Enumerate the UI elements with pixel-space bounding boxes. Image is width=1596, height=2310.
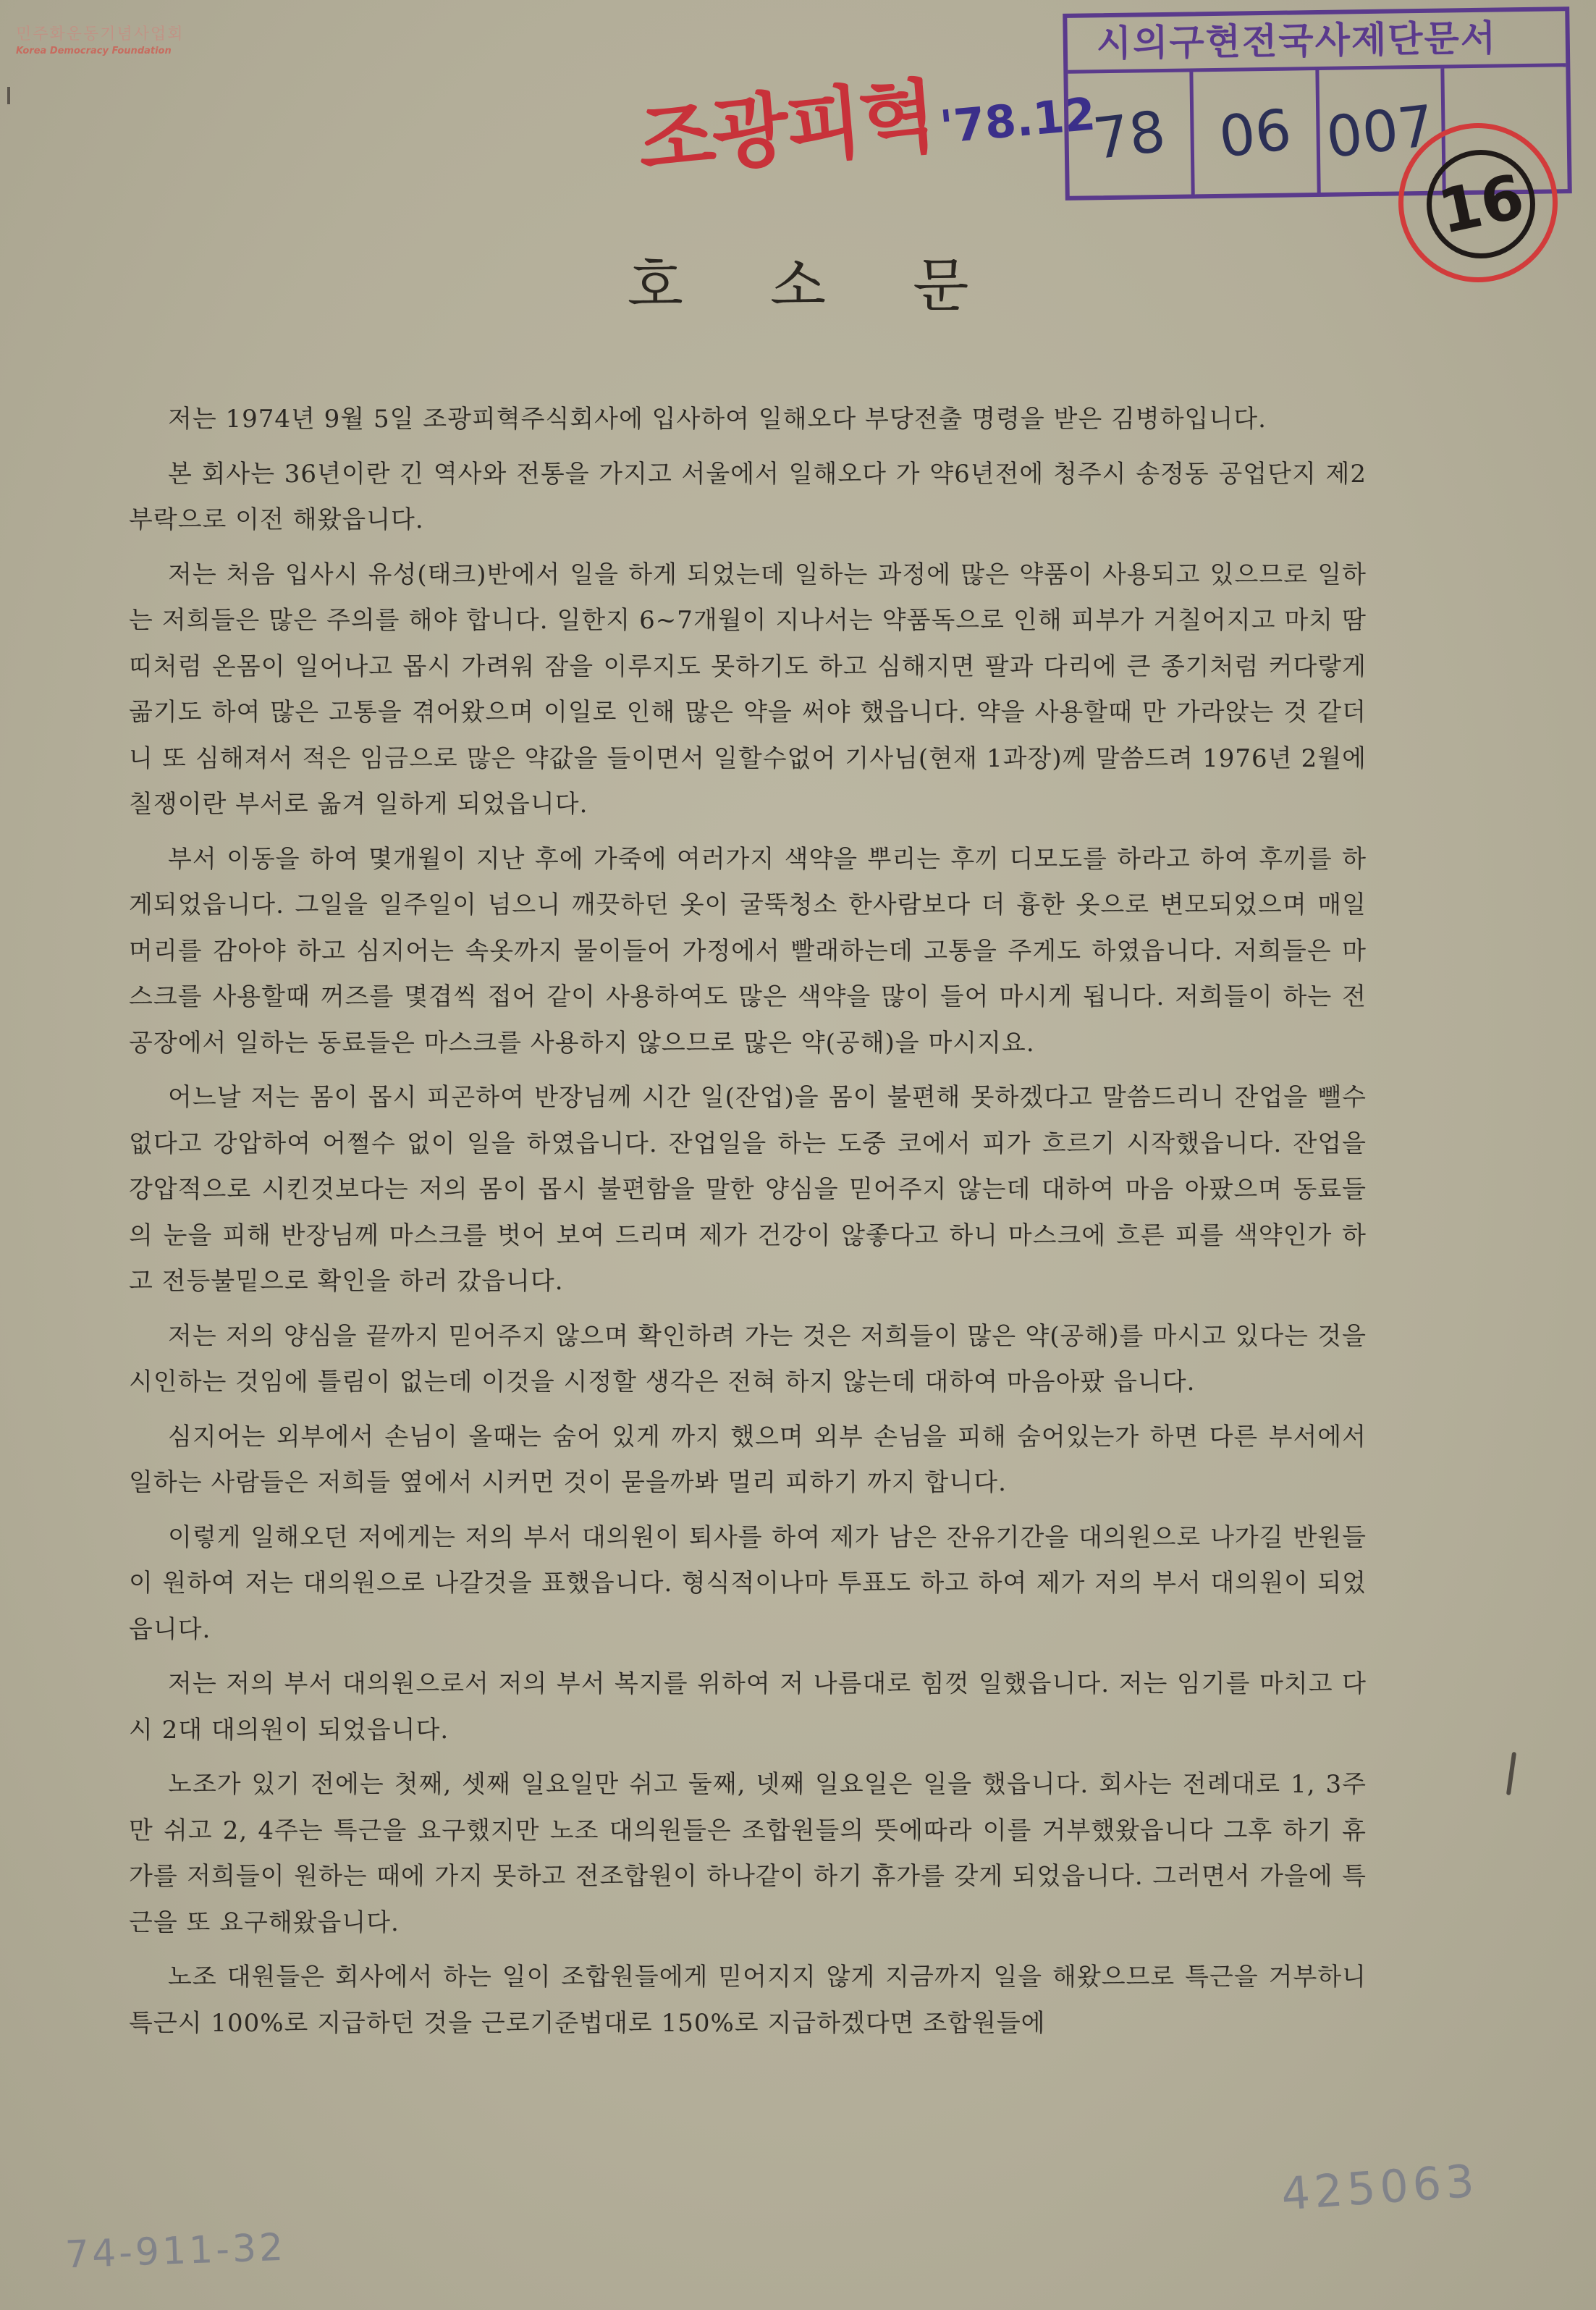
document-title: 호소문 xyxy=(627,252,1056,319)
paragraph: 심지어는 외부에서 손님이 올때는 숨어 있게 까지 했으며 외부 손님을 피해 숨어있는가 하면 다른 부서에서 일하는 사람들은 저희들 옆에서 시커먼 것이 묻을까봐 멀리 피하기 까지 합니다. xyxy=(129,1422,1367,1497)
paragraph: 본 회사는 36년이란 긴 역사와 전통을 가지고 서울에서 일해오다 가 약6년전에 청주시 송정동 공업단지 제2부락으로 이전 해왔읍니다. xyxy=(129,459,1367,534)
handwritten-company-name: 조광피혁 xyxy=(634,69,938,188)
archive-watermark xyxy=(16,22,233,56)
stamp-cell-year: 78 xyxy=(1068,72,1195,199)
watermark-korean: 민주화운동기념사업회 xyxy=(16,25,185,43)
paragraph: 저는 저의 부서 대의원으로서 저의 부서 복지를 위하여 저 나름대로 힘껏 일했읍니다. 저는 임기를 마치고 다시 2대 대의원이 되었읍니다. xyxy=(129,1669,1367,1745)
archive-code-right: 425063 xyxy=(1279,2154,1480,2221)
stamp-cell-number: 007 xyxy=(1319,69,1446,196)
paragraph: 어느날 저는 몸이 몹시 피곤하여 반장님께 시간 일(잔업)을 몸이 불편해 못하겠다고 말씀드리니 잔업을 뺄수 없다고 강압하여 어쩔수 없이 일을 하였읍니다. 잔업일을 하는 도중 코에서 피가 흐르기 시작했읍니다. 잔업을 강압적으로 시킨것보다는 저의 몸이 몹시 불편함을 말한 양심을 믿어주지 않는데 대하여 마음 아팠으며 동료들의 눈을 피해 반장님께 마스크를 벗어 보여 드리며 제가 건강이 않좋다고 하니 마스크에 흐른 피를 색약인가 하고 전등불밑으로 확인을 하러 갔읍니다. xyxy=(129,1083,1367,1296)
margin-pen-mark xyxy=(1506,1752,1516,1795)
document-body xyxy=(129,397,1367,2055)
handwritten-date: '78.12 xyxy=(937,87,1098,153)
paragraph: 저는 저의 양심을 끝까지 믿어주지 않으며 확인하려 가는 것은 저희들이 많은 약(공해)를 마시고 있다는 것을 시인하는 것임에 틀림이 없는데 이것을 시정할 생각은 전혀 하지 않는데 대하여 마음아팠 읍니다. xyxy=(129,1321,1367,1396)
stamp-header: 시의구현전국사제단문서 xyxy=(1067,11,1566,74)
stamp-cell-month: 06 xyxy=(1194,70,1321,198)
paragraph: 부서 이동을 하여 몇개월이 지난 후에 가죽에 여러가지 색약을 뿌리는 후끼 디모도를 하라고 하여 후끼를 하게되었읍니다. 그일을 일주일이 넘으니 깨끗하던 옷이 굴뚝청소 한사람보다 더 흉한 옷으로 변모되었으며 매일 머리를 감아야 하고 심지어는 속옷까지 물이들어 가정에서 빨래하는데 고통을 주게도 하였읍니다. 저희들은 마스크를 사용할때 꺼즈를 몇겹씩 접어 같이 사용하여도 많은 색약을 많이 들어 마시게 됩니다. 저희들이 하는 전 공장에서 일하는 동료들은 마스크를 사용하지 않으므로 많은 약(공해)을 마시지요. xyxy=(129,844,1367,1058)
archive-code-left: 74-911-32 xyxy=(64,2225,287,2277)
watermark-english: Korea Democracy Foundation xyxy=(16,46,172,56)
paragraph: 노조가 있기 전에는 첫째, 셋째 일요일만 쉬고 둘째, 넷째 일요일은 일을 했읍니다. 회사는 전례대로 1, 3주만 쉬고 2, 4주는 특근을 요구했지만 노조 대의원들은 조합원들의 뜻에따라 이를 거부했왔읍니다 그후 하기 휴가를 저희들이 원하는 때에 가지 못하고 전조합원이 하나같이 하기 휴가를 갖게 되었읍니다. 그러면서 가을에 특근을 또 요구해왔읍니다. xyxy=(129,1770,1367,1937)
handwritten-company-title xyxy=(633,38,1099,192)
paragraph: 저는 처음 입사시 유성(태크)반에서 일을 하게 되었는데 일하는 과정에 많은 약품이 사용되고 있으므로 일하는 저희들은 많은 주의를 해야 합니다. 일한지 6~7개월이 지나서는 약품독으로 인해 피부가 거칠어지고 마치 땀띠처럼 온몸이 일어나고 몹시 가려워 잠을 이루지도 못하기도 하고 심해지면 팔과 다리에 큰 종기처럼 커다랗게 곪기도 하여 많은 고통을 겪어왔으며 이일로 인해 많은 약을 써야 했읍니다. 약을 사용할때 만 가라앉는 것 같더니 또 심해져서 적은 임금으로 많은 약값을 들이면서 일할수없어 기사님(현재 1과장)께 말씀드려 1976년 2월에 칠쟁이란 부서로 옮겨 일하게 되었읍니다. xyxy=(129,560,1367,819)
margin-tick-mark xyxy=(7,87,10,104)
paragraph: 저는 1974년 9월 5일 조광피혁주식회사에 입사하여 일해오다 부당전출 명령을 받은 김병하입니다. xyxy=(168,405,1267,434)
page-number: 16 xyxy=(1432,160,1530,248)
paragraph: 이렇게 일해오던 저에게는 저의 부서 대의원이 퇴사를 하여 제가 남은 잔유기간을 대의원으로 나가길 반원들이 원하여 저는 대의원으로 나갈것을 표했읍니다. 형식적이나마 투표도 하고 하여 제가 저의 부서 대의원이 되었읍니다. xyxy=(129,1522,1367,1644)
paragraph: 노조 대원들은 회사에서 하는 일이 조합원들에게 믿어지지 않게 지금까지 일을 해왔으므로 특근을 거부하니 특근시 100%로 지급하던 것을 근로기준법대로 150%로 지급하겠다면 조합원들에 xyxy=(129,1963,1367,2038)
